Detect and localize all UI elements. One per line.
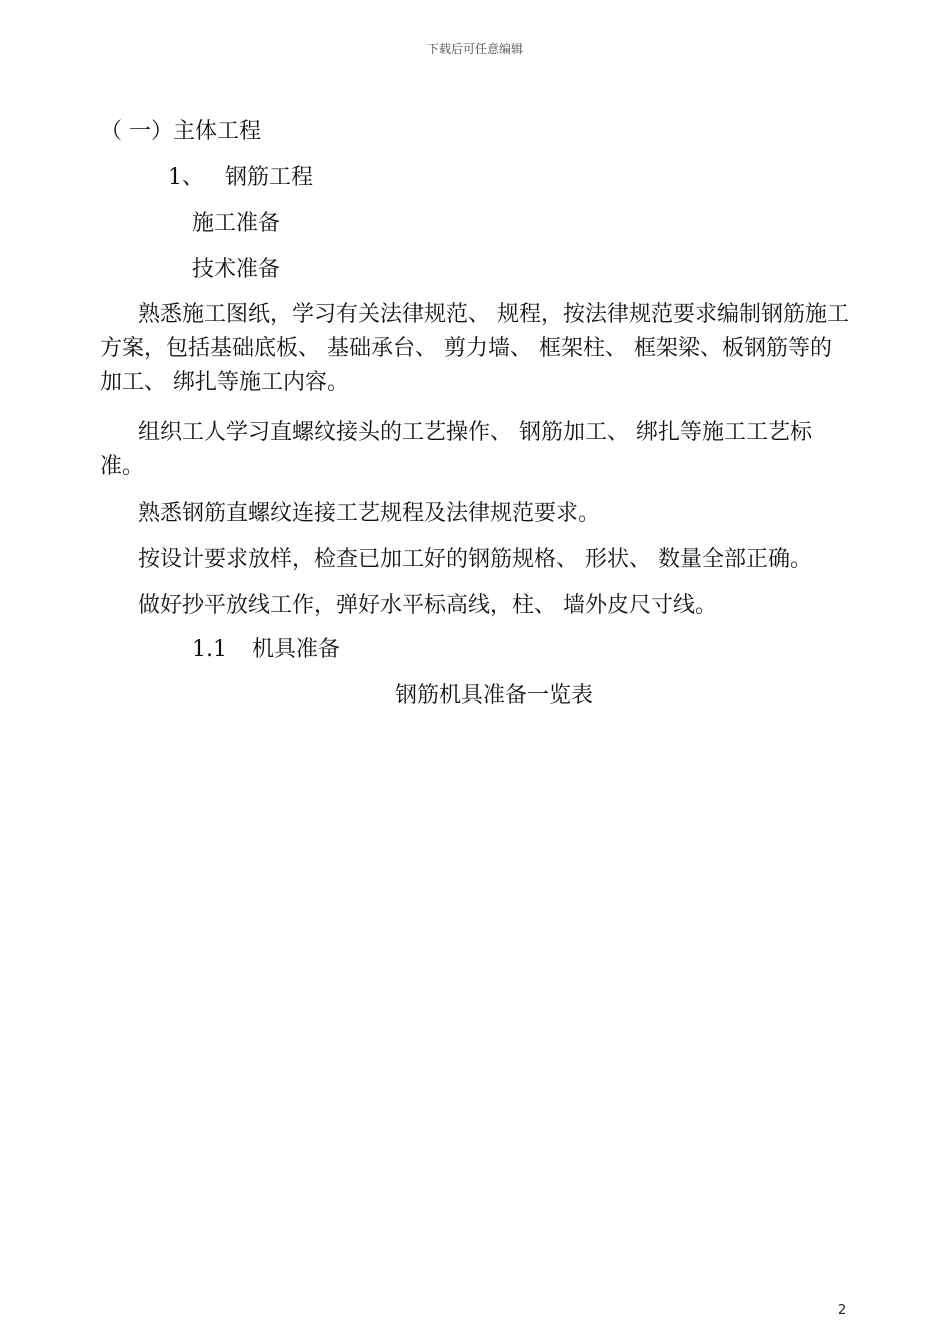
page-number: 2: [838, 1303, 847, 1318]
paragraph-4: 按设计要求放样，检查已加工好的钢筋规格、 形状、 数量全部正确。: [138, 547, 812, 572]
paragraph-1: 熟悉施工图纸，学习有关法律规范、 规程，按法律规范要求编制钢筋施工方案，包括基础底板、 基础承台、 剪力墙、 框架柱、 框架梁、板钢筋等的加工、 绑扎等施工内容。: [100, 302, 849, 395]
item-1-number: 1、: [168, 165, 204, 190]
table-title: 钢筋机具准备一览表: [394, 683, 593, 708]
section-title: （ 一）主体工程: [100, 119, 261, 144]
paragraph-2: 组织工人学习直螺纹接头的工艺操作、 钢筋加工、 绑扎等施工工艺标准。: [100, 420, 812, 479]
paragraph-3: 熟悉钢筋直螺纹连接工艺规程及法律规范要求。: [138, 501, 601, 526]
paragraph-5: 做好抄平放线工作，弹好水平标高线，柱、 墙外皮尺寸线。: [138, 593, 717, 618]
construction-prep-heading: 施工准备: [192, 211, 281, 236]
item-1-title: 钢筋工程: [225, 165, 314, 190]
page-header: 下载后可任意编辑: [426, 42, 523, 56]
item-1-1-number: 1.1: [192, 637, 227, 662]
item-1-heading: [168, 163, 313, 193]
item-1-1-title: 机具准备: [252, 637, 341, 662]
item-1-1-heading: [192, 635, 340, 665]
technical-prep-heading: 技术准备: [192, 257, 281, 282]
